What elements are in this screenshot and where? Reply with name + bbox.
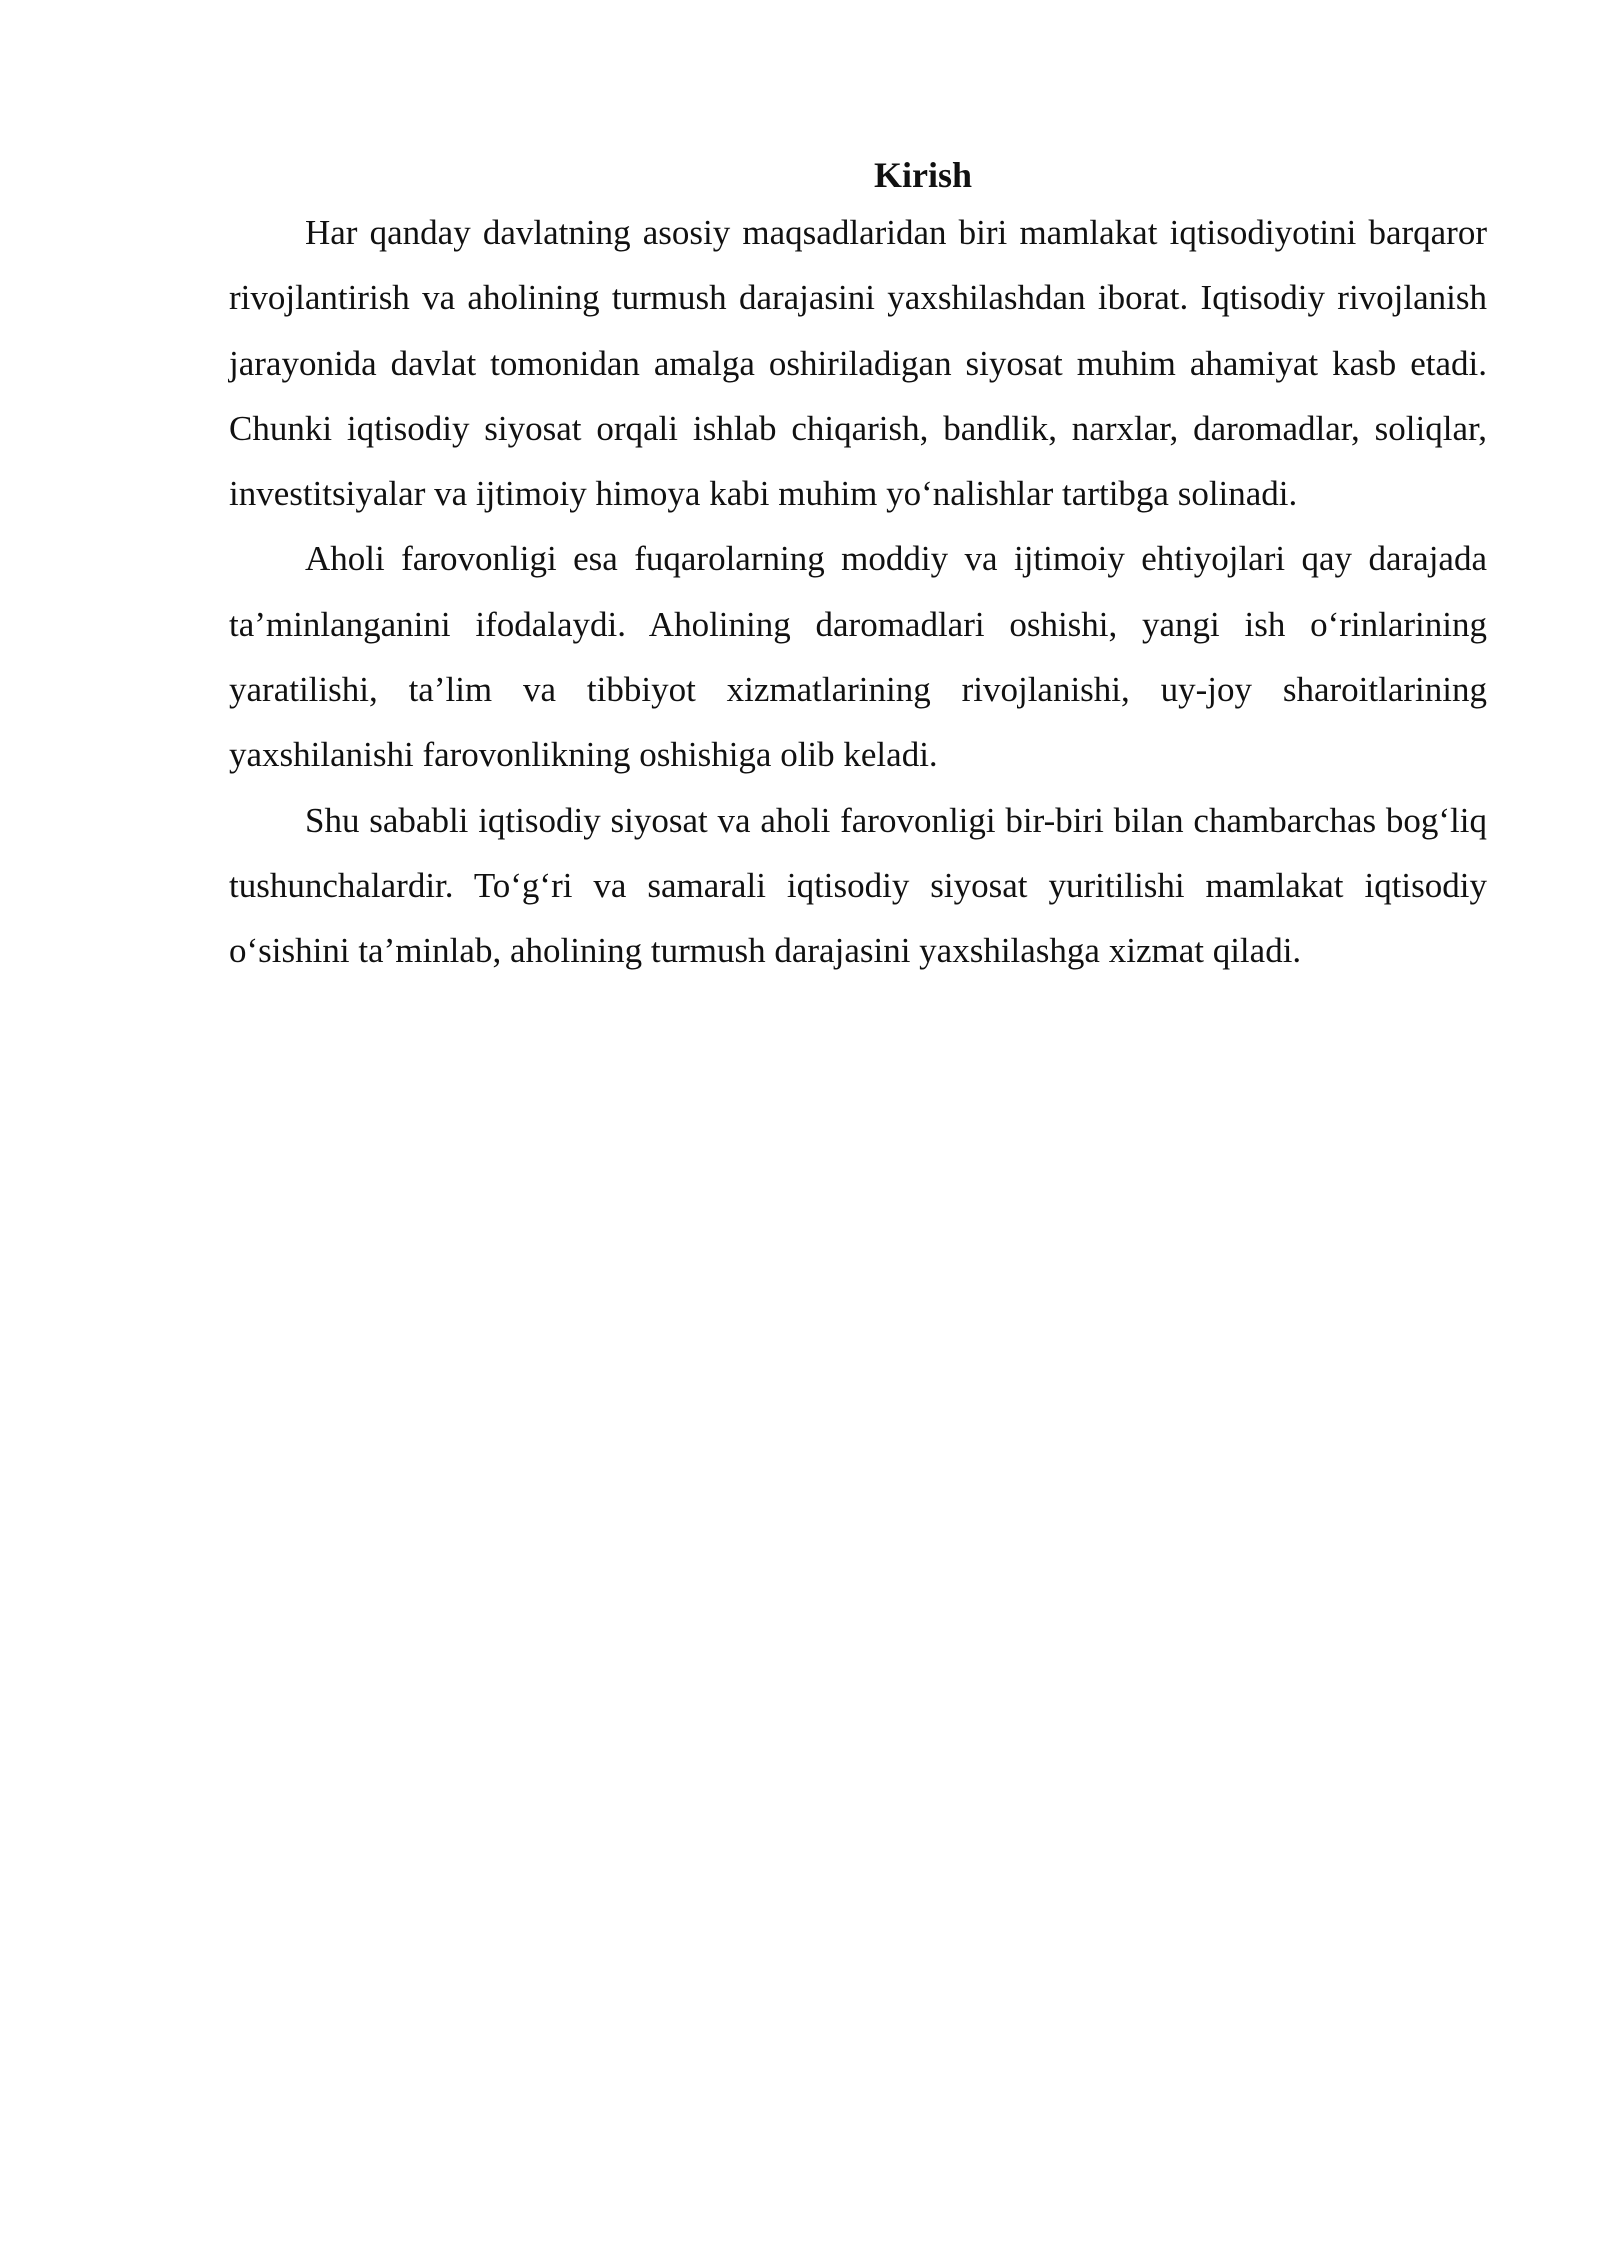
page-content — [229, 150, 1487, 984]
section-title: Kirish — [873, 155, 972, 195]
paragraph-3: Shu sababli iqtisodiy siyosat va aholi farovonligi bir-biri bilan chambarchas bog‘liq tushunchalardir. To‘g‘ri va samarali iqtisodiy siyosat yuritilishi mamlakat iqtisodiy o‘sishini ta’minlab, aholining turmush darajasini yaxshilashga xizmat qiladi. — [229, 800, 1487, 971]
paragraph-1: Har qanday davlatning asosiy maqsadlaridan biri mamlakat iqtisodiyotini barqaror rivojlantirish va aholining turmush darajasini yaxshilashdan iborat. Iqtisodiy rivojlanish jarayonida davlat tomonidan amalga oshiriladigan siyosat muhim ahamiyat kasb etadi. Chunki iqtisodiy siyosat orqali ishlab chiqarish, bandlik, narxlar, daromadlar, soliqlar, investitsiyalar va ijtimoiy himoya kabi muhim yo‘nalishlar tartibga solinadi. — [229, 213, 1487, 514]
paragraph-2: Aholi farovonligi esa fuqarolarning moddiy va ijtimoiy ehtiyojlari qay darajada ta’minlanganini ifodalaydi. Aholining daromadlari oshishi, yangi ish o‘rinlarining yaratilishi, ta’lim va tibbiyot xizmatlarining rivojlanishi, uy-joy sharoitlarining yaxshilanishi farovonlikning oshishiga olib keladi. — [229, 539, 1487, 775]
